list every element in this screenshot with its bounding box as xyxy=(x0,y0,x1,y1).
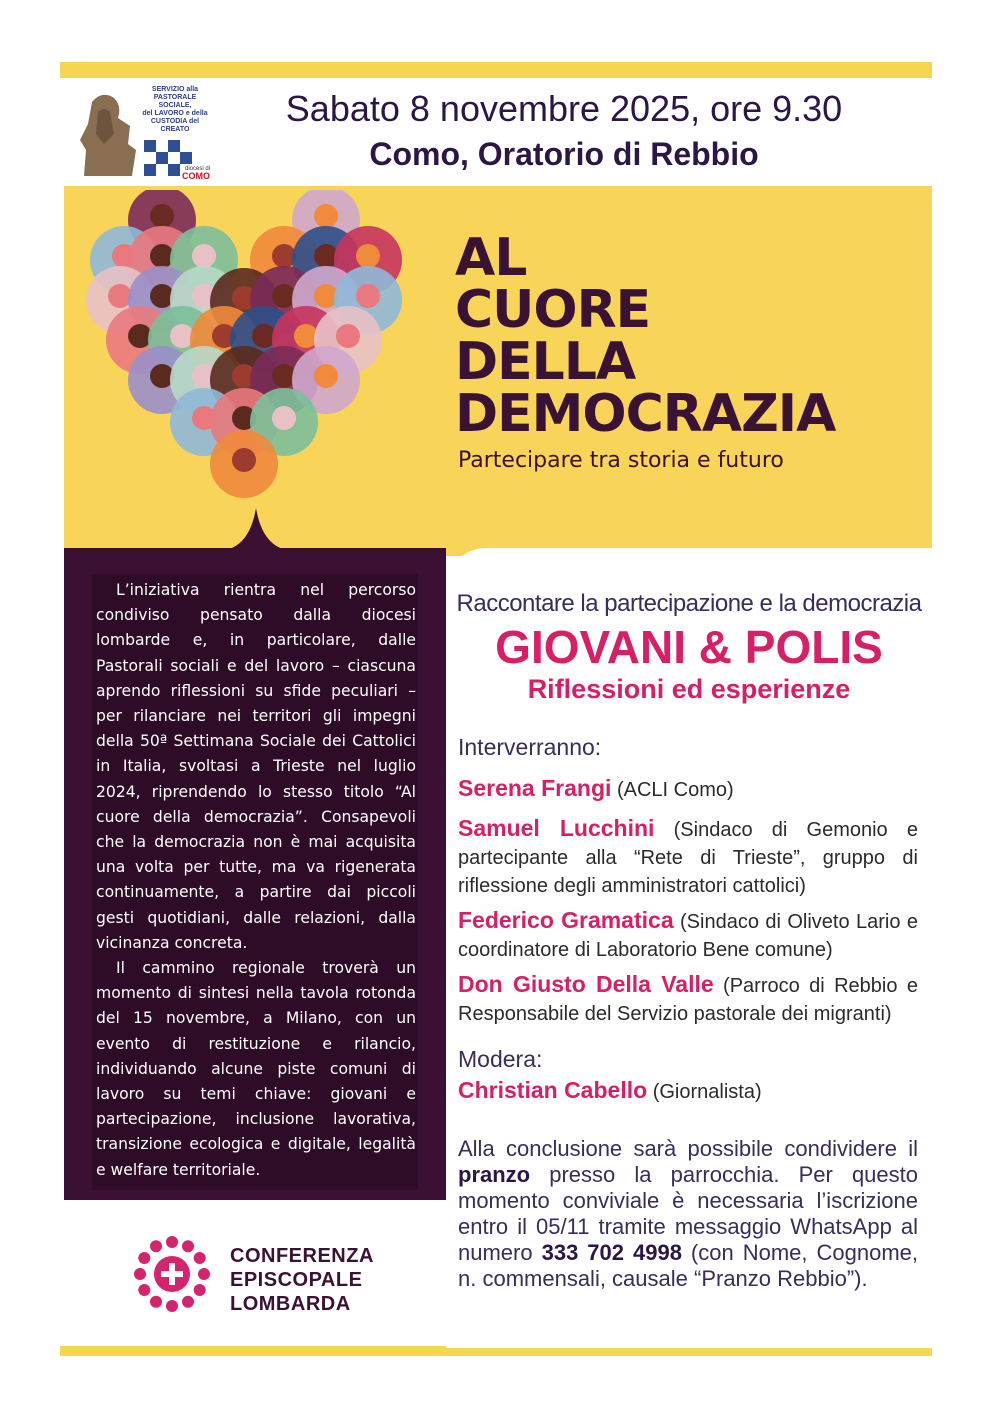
cel-ray xyxy=(182,1296,194,1308)
speaker-name: Don Giusto Della Valle xyxy=(458,971,714,997)
cel-ray xyxy=(150,1296,162,1308)
intro-text xyxy=(96,578,416,1183)
cel-ray xyxy=(150,1240,162,1252)
speaker-name: Samuel Lucchini xyxy=(458,815,655,841)
speaker-role: (Sindaco di Gemonio e partecipante alla “Rete di Trieste”, gruppo di riflessione degli amministratori cattolici) xyxy=(458,819,919,897)
logo-line: PASTORALE SOCIALE, xyxy=(153,94,197,109)
heart-face xyxy=(272,406,296,430)
cel-ray xyxy=(182,1240,194,1252)
cel-line: EPISCOPALE xyxy=(230,1269,363,1291)
cel-name xyxy=(230,1244,374,1316)
logo-line: diocesi di xyxy=(184,166,210,172)
cel-ray xyxy=(166,1300,178,1312)
title-line: DELLA xyxy=(455,332,636,392)
speaker-name: Federico Gramatica xyxy=(458,907,674,933)
heart-circles-graphic xyxy=(84,190,416,540)
top-band xyxy=(60,62,932,78)
speaker-entry xyxy=(458,970,918,1028)
cel-ray xyxy=(198,1268,210,1280)
speakers-label: Interverranno: xyxy=(458,734,602,760)
moderator-label: Modera: xyxy=(458,1046,543,1072)
cel-ray xyxy=(134,1268,146,1280)
logo-line: SERVIZIO alla xyxy=(151,86,199,93)
cel-ray xyxy=(138,1284,150,1296)
heart-pointer-icon xyxy=(226,508,286,550)
speaker-entry xyxy=(458,774,918,804)
cel-logo-icon xyxy=(130,1232,214,1316)
closing-text: (con Nome, Cognome, n. commensali, causale “Pranzo Rebbio”). xyxy=(458,1240,919,1291)
event-date: Sabato 8 novembre 2025, ore 9.30 xyxy=(285,88,843,129)
cel-ray xyxy=(194,1252,206,1264)
diocese-logo xyxy=(74,84,210,184)
intro-paragraph: Il cammino regionale troverà un momento di sintesi nella tavola rotonda del 15 novembre, a Milano, con un evento di restituzione e rilancio, individuando alcune piste comuni di lavoro su temi chiave: giovani e partecipazione, inclusione lavorativa, transizione ecologica e digitale, legalità e welfare territoriale. xyxy=(96,959,416,1179)
speaker-name: Serena Frangi xyxy=(458,775,612,801)
logo-line: del LAVORO e della xyxy=(142,110,208,117)
heart-face xyxy=(150,204,174,228)
title-line: CUORE xyxy=(455,280,651,340)
heart-face xyxy=(356,284,380,308)
speaker-entry xyxy=(458,906,918,964)
moderator-role: (Giornalista) xyxy=(652,1081,762,1103)
campaign-subtitle: Partecipare tra storia e futuro xyxy=(458,448,784,473)
logo-line: CUSTODIA del CREATO xyxy=(150,118,200,133)
cel-ray xyxy=(138,1252,150,1264)
event-location: Como, Oratorio di Rebbio xyxy=(369,136,759,172)
cel-line: LOMBARDA xyxy=(230,1293,351,1315)
speaker-entry xyxy=(458,814,918,900)
closing-text: Alla conclusione sarà possibile condividere il xyxy=(458,1136,918,1161)
moderator-name: Christian Cabello xyxy=(458,1077,648,1103)
speaker-role: (Parroco di Rebbio e Responsabile del Servizio pastorale dei migranti) xyxy=(458,975,918,1025)
heart-face xyxy=(232,448,256,472)
cel-line: CONFERENZA xyxy=(230,1245,374,1267)
heart-face xyxy=(356,244,380,268)
heart-face xyxy=(314,204,338,228)
heart-face xyxy=(336,324,360,348)
event-title: GIOVANI & POLIS xyxy=(495,621,883,673)
event-kicker: Raccontare la partecipazione e la democrazia xyxy=(456,590,922,617)
speaker-role: (Sindaco di Oliveto Lario e coordinatore di Laboratorio Bene comune) xyxy=(458,911,918,961)
closing-text: presso la parrocchia. Per questo momento conviviale è necessaria l’iscrizione entro il 05/11 tramite messaggio WhatsApp al numero xyxy=(458,1162,918,1265)
cel-ray xyxy=(166,1236,178,1248)
speaker-role: (ACLI Como) xyxy=(616,779,734,801)
moderator-entry xyxy=(458,1076,918,1106)
title-line: DEMOCRAZIA xyxy=(455,384,836,444)
heart-face xyxy=(314,364,338,388)
title-line: AL xyxy=(455,228,527,288)
campaign-title xyxy=(455,228,836,444)
closing-highlight: pranzo xyxy=(458,1162,531,1187)
intro-paragraph: L’iniziativa rientra nel percorso condiviso pensato dalla diocesi lombarde e, in particolare, dalle Pastorali sociali e del lavoro – ciascuna aprendo riflessioni su sfide peculiari – per rilanciare nei territori gli impegni della 50ª Settimana Sociale dei Cattolici in Italia, svoltasi a Trieste nel luglio 2024, riprendendo lo stesso titolo “Al cuore della democrazia”. Consapevoli che la democrazia non è mai acquisita una volta per tutte, ma va rigenerata continuamente, a partire dai piccoli gesti quotidiani, dalle relazioni, dalla vicinanza concreta. xyxy=(96,581,416,952)
logo-line: COMO xyxy=(182,171,210,181)
phone-number: 333 702 4998 xyxy=(541,1240,682,1265)
heart-face xyxy=(192,244,216,268)
cel-ray xyxy=(194,1284,206,1296)
closing-note xyxy=(458,1136,918,1292)
event-subtitle: Riflessioni ed esperienze xyxy=(527,674,851,704)
